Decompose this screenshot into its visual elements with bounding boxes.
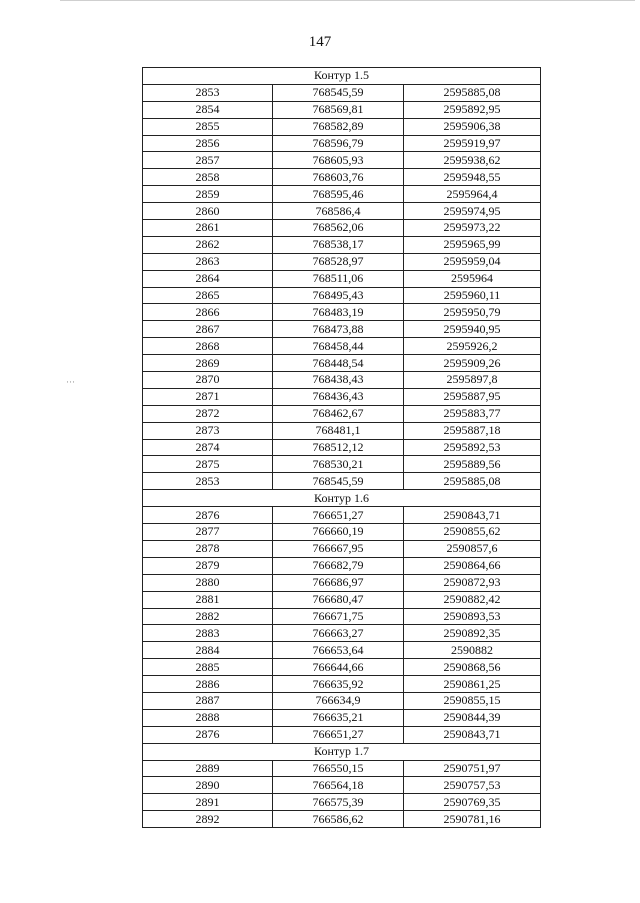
table-row xyxy=(143,422,541,439)
point-number-cell: 2870 xyxy=(143,372,273,389)
y-coordinate-cell: 2595948,55 xyxy=(404,169,541,186)
table-row xyxy=(143,321,541,338)
table-row xyxy=(143,203,541,220)
y-coordinate-cell: 2590855,62 xyxy=(404,524,541,541)
y-coordinate-cell: 2595973,22 xyxy=(404,220,541,237)
y-coordinate-cell: 2590872,93 xyxy=(404,574,541,591)
point-number-cell: 2881 xyxy=(143,591,273,608)
section-title: Контур 1.7 xyxy=(143,743,541,760)
table-row xyxy=(143,220,541,237)
y-coordinate-cell: 2595909,26 xyxy=(404,355,541,372)
table-row xyxy=(143,659,541,676)
section-header-row xyxy=(143,68,541,85)
y-coordinate-cell: 2595885,08 xyxy=(404,473,541,490)
scan-edge-line xyxy=(60,0,635,1)
x-coordinate-cell: 768538,17 xyxy=(273,236,404,253)
table-row xyxy=(143,101,541,118)
table-row xyxy=(143,355,541,372)
point-number-cell: 2859 xyxy=(143,186,273,203)
x-coordinate-cell: 766644,66 xyxy=(273,659,404,676)
y-coordinate-cell: 2590757,53 xyxy=(404,777,541,794)
x-coordinate-cell: 768483,19 xyxy=(273,304,404,321)
y-coordinate-cell: 2595883,77 xyxy=(404,405,541,422)
section-header-row xyxy=(143,490,541,507)
point-number-cell: 2882 xyxy=(143,608,273,625)
x-coordinate-cell: 768495,43 xyxy=(273,287,404,304)
table-row xyxy=(143,338,541,355)
point-number-cell: 2890 xyxy=(143,777,273,794)
x-coordinate-cell: 766660,19 xyxy=(273,524,404,541)
table-row xyxy=(143,405,541,422)
point-number-cell: 2877 xyxy=(143,524,273,541)
x-coordinate-cell: 766680,47 xyxy=(273,591,404,608)
x-coordinate-cell: 768562,06 xyxy=(273,220,404,237)
x-coordinate-cell: 768458,44 xyxy=(273,338,404,355)
table-row xyxy=(143,608,541,625)
x-coordinate-cell: 768511,06 xyxy=(273,270,404,287)
point-number-cell: 2892 xyxy=(143,811,273,828)
y-coordinate-cell: 2595892,95 xyxy=(404,101,541,118)
point-number-cell: 2855 xyxy=(143,118,273,135)
section-title: Контур 1.5 xyxy=(143,68,541,85)
x-coordinate-cell: 768595,46 xyxy=(273,186,404,203)
table-row xyxy=(143,372,541,389)
y-coordinate-cell: 2595906,38 xyxy=(404,118,541,135)
y-coordinate-cell: 2595926,2 xyxy=(404,338,541,355)
point-number-cell: 2853 xyxy=(143,473,273,490)
y-coordinate-cell: 2590857,6 xyxy=(404,540,541,557)
point-number-cell: 2886 xyxy=(143,676,273,693)
table-row xyxy=(143,439,541,456)
point-number-cell: 2887 xyxy=(143,692,273,709)
y-coordinate-cell: 2595959,04 xyxy=(404,253,541,270)
x-coordinate-cell: 766586,62 xyxy=(273,811,404,828)
page-number: 147 xyxy=(308,34,332,50)
x-coordinate-cell: 768530,21 xyxy=(273,456,404,473)
table-row xyxy=(143,625,541,642)
table-row xyxy=(143,473,541,490)
point-number-cell: 2879 xyxy=(143,557,273,574)
point-number-cell: 2889 xyxy=(143,760,273,777)
table-row xyxy=(143,270,541,287)
x-coordinate-cell: 768605,93 xyxy=(273,152,404,169)
point-number-cell: 2883 xyxy=(143,625,273,642)
y-coordinate-cell: 2595974,95 xyxy=(404,203,541,220)
point-number-cell: 2884 xyxy=(143,642,273,659)
y-coordinate-cell: 2595892,53 xyxy=(404,439,541,456)
table-row xyxy=(143,692,541,709)
point-number-cell: 2856 xyxy=(143,135,273,152)
table-row xyxy=(143,135,541,152)
point-number-cell: 2872 xyxy=(143,405,273,422)
y-coordinate-cell: 2595938,62 xyxy=(404,152,541,169)
y-coordinate-cell: 2595885,08 xyxy=(404,84,541,101)
table-row xyxy=(143,186,541,203)
x-coordinate-cell: 768528,97 xyxy=(273,253,404,270)
point-number-cell: 2880 xyxy=(143,574,273,591)
y-coordinate-cell: 2595950,79 xyxy=(404,304,541,321)
point-number-cell: 2869 xyxy=(143,355,273,372)
y-coordinate-cell: 2595940,95 xyxy=(404,321,541,338)
point-number-cell: 2860 xyxy=(143,203,273,220)
table-row xyxy=(143,676,541,693)
table-row xyxy=(143,642,541,659)
table-row xyxy=(143,591,541,608)
x-coordinate-cell: 768473,88 xyxy=(273,321,404,338)
point-number-cell: 2875 xyxy=(143,456,273,473)
x-coordinate-cell: 766564,18 xyxy=(273,777,404,794)
x-coordinate-cell: 766550,15 xyxy=(273,760,404,777)
y-coordinate-cell: 2595960,11 xyxy=(404,287,541,304)
x-coordinate-cell: 766575,39 xyxy=(273,794,404,811)
point-number-cell: 2867 xyxy=(143,321,273,338)
table-row xyxy=(143,152,541,169)
table-row xyxy=(143,169,541,186)
table-row xyxy=(143,777,541,794)
table-row xyxy=(143,540,541,557)
y-coordinate-cell: 2590844,39 xyxy=(404,709,541,726)
point-number-cell: 2876 xyxy=(143,726,273,743)
y-coordinate-cell: 2590868,56 xyxy=(404,659,541,676)
coordinate-table-body xyxy=(143,68,541,828)
y-coordinate-cell: 2595897,8 xyxy=(404,372,541,389)
section-header-row xyxy=(143,743,541,760)
y-coordinate-cell: 2590855,15 xyxy=(404,692,541,709)
x-coordinate-cell: 768569,81 xyxy=(273,101,404,118)
y-coordinate-cell: 2590882,42 xyxy=(404,591,541,608)
x-coordinate-cell: 768448,54 xyxy=(273,355,404,372)
table-row xyxy=(143,557,541,574)
y-coordinate-cell: 2595887,18 xyxy=(404,422,541,439)
x-coordinate-cell: 766651,27 xyxy=(273,507,404,524)
point-number-cell: 2861 xyxy=(143,220,273,237)
x-coordinate-cell: 766635,92 xyxy=(273,676,404,693)
x-coordinate-cell: 766671,75 xyxy=(273,608,404,625)
y-coordinate-cell: 2590882 xyxy=(404,642,541,659)
x-coordinate-cell: 766686,97 xyxy=(273,574,404,591)
y-coordinate-cell: 2590751,97 xyxy=(404,760,541,777)
point-number-cell: 2857 xyxy=(143,152,273,169)
y-coordinate-cell: 2590864,66 xyxy=(404,557,541,574)
x-coordinate-cell: 766635,21 xyxy=(273,709,404,726)
table-row xyxy=(143,760,541,777)
table-row xyxy=(143,811,541,828)
table-row xyxy=(143,456,541,473)
point-number-cell: 2874 xyxy=(143,439,273,456)
point-number-cell: 2878 xyxy=(143,540,273,557)
x-coordinate-cell: 768545,59 xyxy=(273,473,404,490)
y-coordinate-cell: 2590892,35 xyxy=(404,625,541,642)
point-number-cell: 2868 xyxy=(143,338,273,355)
y-coordinate-cell: 2595889,56 xyxy=(404,456,541,473)
point-number-cell: 2858 xyxy=(143,169,273,186)
point-number-cell: 2864 xyxy=(143,270,273,287)
x-coordinate-cell: 768462,67 xyxy=(273,405,404,422)
x-coordinate-cell: 768582,89 xyxy=(273,118,404,135)
x-coordinate-cell: 768436,43 xyxy=(273,388,404,405)
table-row xyxy=(143,709,541,726)
y-coordinate-cell: 2590843,71 xyxy=(404,507,541,524)
table-row xyxy=(143,574,541,591)
point-number-cell: 2866 xyxy=(143,304,273,321)
point-number-cell: 2888 xyxy=(143,709,273,726)
point-number-cell: 2865 xyxy=(143,287,273,304)
x-coordinate-cell: 766651,27 xyxy=(273,726,404,743)
y-coordinate-cell: 2595964,4 xyxy=(404,186,541,203)
x-coordinate-cell: 768603,76 xyxy=(273,169,404,186)
x-coordinate-cell: 768545,59 xyxy=(273,84,404,101)
point-number-cell: 2853 xyxy=(143,84,273,101)
table-row xyxy=(143,236,541,253)
scan-speck: ··· xyxy=(66,377,75,387)
x-coordinate-cell: 766682,79 xyxy=(273,557,404,574)
table-row xyxy=(143,253,541,270)
table-row xyxy=(143,84,541,101)
y-coordinate-cell: 2595964 xyxy=(404,270,541,287)
x-coordinate-cell: 768481,1 xyxy=(273,422,404,439)
table-row xyxy=(143,118,541,135)
y-coordinate-cell: 2595919,97 xyxy=(404,135,541,152)
x-coordinate-cell: 768596,79 xyxy=(273,135,404,152)
table-row xyxy=(143,524,541,541)
point-number-cell: 2876 xyxy=(143,507,273,524)
coordinate-table xyxy=(142,67,541,828)
table-row xyxy=(143,388,541,405)
y-coordinate-cell: 2590861,25 xyxy=(404,676,541,693)
point-number-cell: 2863 xyxy=(143,253,273,270)
point-number-cell: 2891 xyxy=(143,794,273,811)
x-coordinate-cell: 766663,27 xyxy=(273,625,404,642)
section-title: Контур 1.6 xyxy=(143,490,541,507)
table-row xyxy=(143,304,541,321)
x-coordinate-cell: 766653,64 xyxy=(273,642,404,659)
y-coordinate-cell: 2595887,95 xyxy=(404,388,541,405)
point-number-cell: 2862 xyxy=(143,236,273,253)
point-number-cell: 2885 xyxy=(143,659,273,676)
table-row xyxy=(143,726,541,743)
y-coordinate-cell: 2590843,71 xyxy=(404,726,541,743)
point-number-cell: 2854 xyxy=(143,101,273,118)
y-coordinate-cell: 2590893,53 xyxy=(404,608,541,625)
table-row xyxy=(143,794,541,811)
table-row xyxy=(143,507,541,524)
x-coordinate-cell: 768586,4 xyxy=(273,203,404,220)
x-coordinate-cell: 766667,95 xyxy=(273,540,404,557)
y-coordinate-cell: 2595965,99 xyxy=(404,236,541,253)
y-coordinate-cell: 2590769,35 xyxy=(404,794,541,811)
x-coordinate-cell: 768438,43 xyxy=(273,372,404,389)
y-coordinate-cell: 2590781,16 xyxy=(404,811,541,828)
x-coordinate-cell: 768512,12 xyxy=(273,439,404,456)
point-number-cell: 2871 xyxy=(143,388,273,405)
point-number-cell: 2873 xyxy=(143,422,273,439)
x-coordinate-cell: 766634,9 xyxy=(273,692,404,709)
table-row xyxy=(143,287,541,304)
